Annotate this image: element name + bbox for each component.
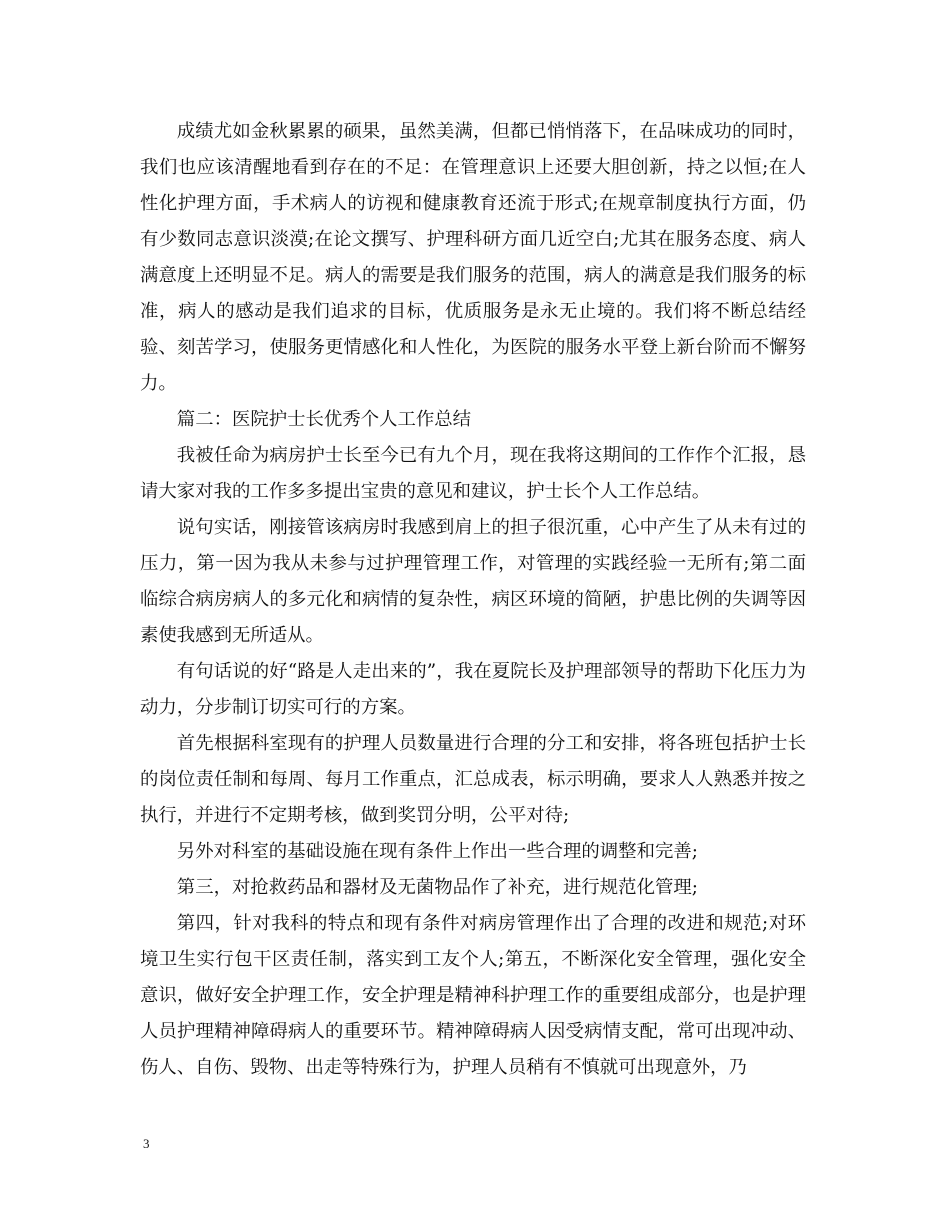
document-body: [140, 114, 806, 1086]
paragraph-ward-management-safety: 第四，针对我科的特点和现有条件对病房管理作出了合理的改进和规范;对环境卫生实行包干区责任制，落实到工友个人;第五，不断深化安全管理，强化安全意识，做好安全护理工作，安全护理是精神科护理工作的重要组成部分，也是护理人员护理精神障碍病人的重要环节。精神障碍病人因受病情支配，常可出现冲动、伤人、自伤、毁物、出走等特殊行为，护理人员稍有不慎就可出现意外，乃: [140, 913, 806, 1078]
paragraph-pressure-to-motivation: 有句话说的好“路是人走出来的”，我在夏院长及护理部领导的帮助下化压力为动力，分步制订切实可行的方案。: [140, 661, 806, 718]
paragraph-staff-arrangement: 首先根据科室现有的护理人员数量进行合理的分工和安排，将各班包括护士长的岗位责任制和每周、每月工作重点，汇总成表，标示明确，要求人人熟悉并按之执行，并进行不定期考核，做到奖罚分明，公平对待;: [140, 733, 806, 826]
paragraph-facility-adjustment: 另外对科室的基础设施在现有条件上作出一些合理的调整和完善;: [176, 841, 698, 862]
paragraph-initial-pressure: 说句实话，刚接管该病房时我感到肩上的担子很沉重，心中产生了从未有过的压力，第一因为我从未参与过护理管理工作，对管理的实践经验一无所有;第二面临综合病房病人的多元化和病情的复杂性，病区环境的简陋，护患比例的失调等因素使我感到无所适从。: [140, 517, 806, 646]
paragraph-achievements-reflection: 成绩尤如金秋累累的硕果，虽然美满，但都已悄悄落下，在品味成功的同时，我们也应该清醒地看到存在的不足：在管理意识上还要大胆创新，持之以恒;在人性化护理方面，手术病人的访视和健康教育还流于形式;在规章制度执行方面，仍有少数同志意识淡漠;在论文撰写、护理科研方面几近空白;尤其在服务态度、病人满意度上还明显不足。病人的需要是我们服务的范围，病人的满意是我们服务的标准，病人的感动是我们追求的目标，优质服务是永无止境的。我们将不断总结经验、刻苦学习，使服务更情感化和人性化，为医院的服务水平登上新台阶而不懈努力。: [140, 121, 806, 394]
paragraph-appointment-report: 我被任命为病房护士长至今已有九个月，现在我将这期间的工作作个汇报，恳请大家对我的工作多多提出宝贵的意见和建议，护士长个人工作总结。: [140, 445, 806, 502]
section-heading-part-two: 篇二：医院护士长优秀个人工作总结: [176, 409, 472, 430]
paragraph-rescue-supplies: 第三，对抢救药品和器材及无菌物品作了补充，进行规范化管理;: [176, 877, 698, 898]
page-number: 3: [143, 1136, 150, 1151]
